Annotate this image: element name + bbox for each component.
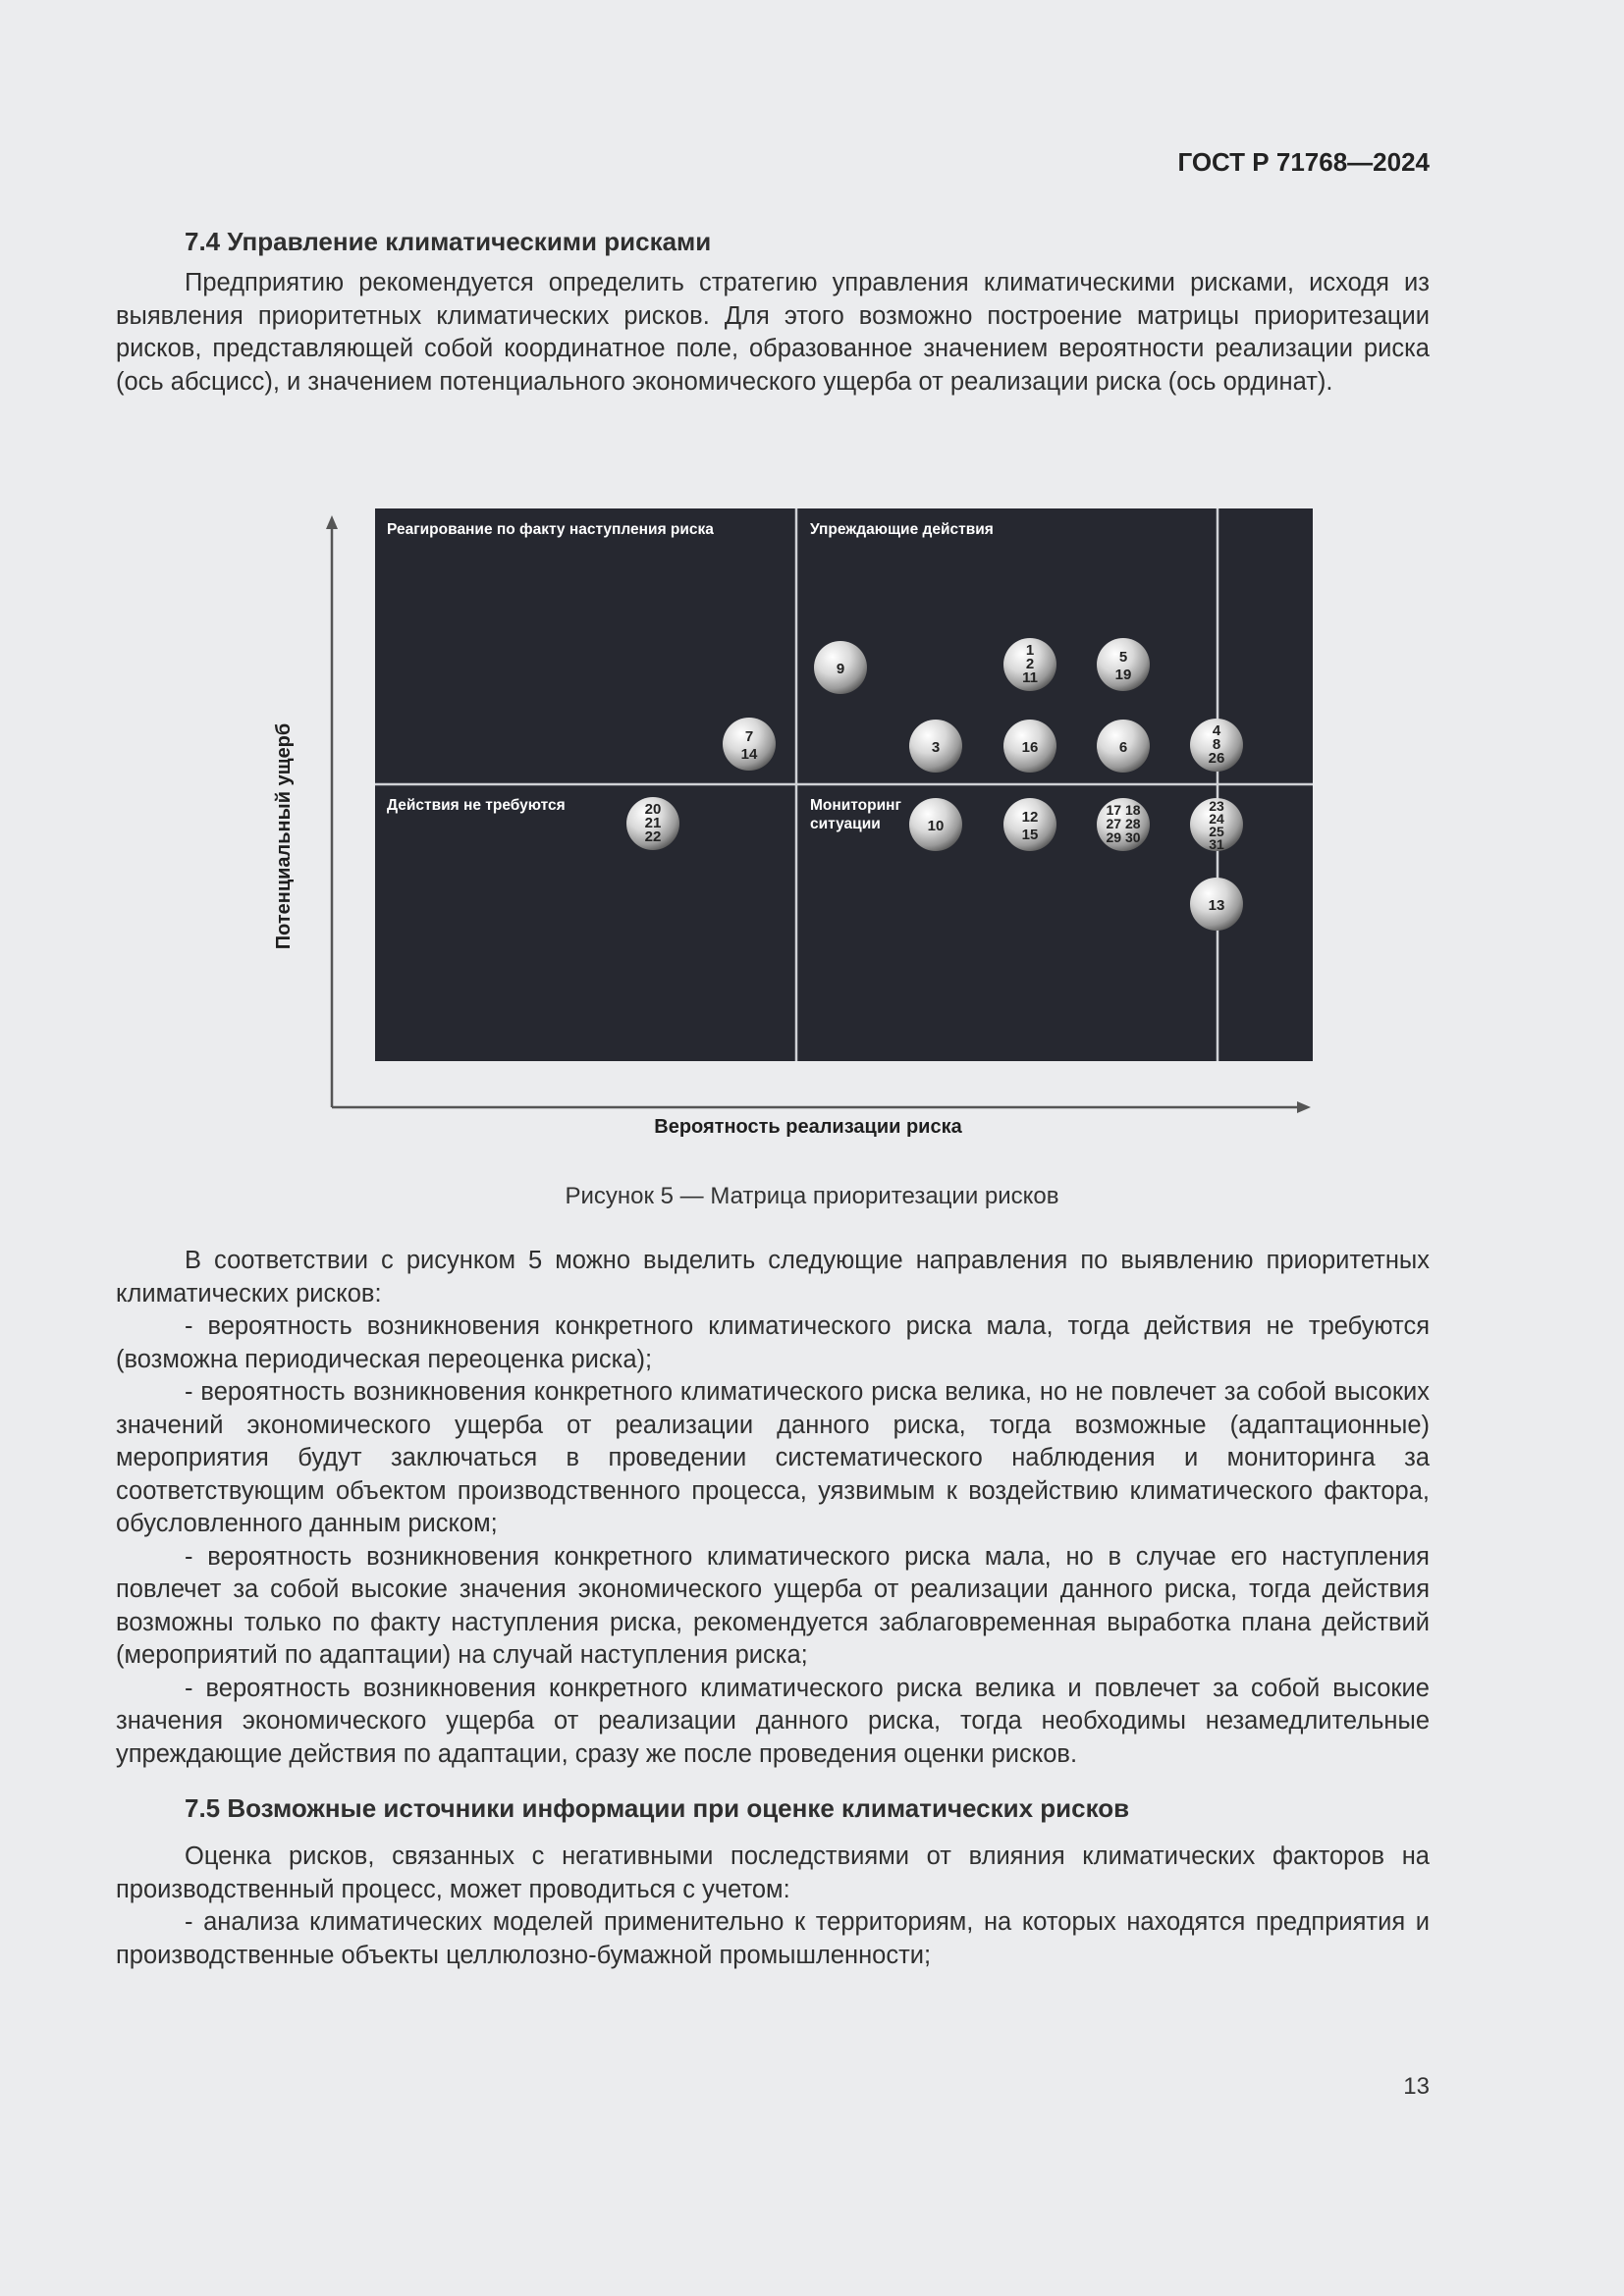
risk-marker bbox=[909, 720, 962, 773]
x-axis-label: Вероятность реализации риска bbox=[654, 1116, 962, 1138]
standard-code: ГОСТ Р 71768—2024 bbox=[1177, 147, 1430, 177]
marker-label: 6 bbox=[1118, 739, 1128, 756]
risk-marker bbox=[723, 718, 776, 771]
marker-label: 23 bbox=[1209, 798, 1224, 814]
marker-label: 20 bbox=[644, 801, 662, 818]
risk-marker bbox=[1097, 638, 1150, 691]
marker-label: 19 bbox=[1114, 667, 1132, 683]
list-item: - вероятность возникновения конкретного климатического риска мала, тогда действия не требуются (возможна периодическая переоценка риска); bbox=[116, 1312, 1430, 1373]
list-item: - анализа климатических моделей применительно к территориям, на которых находятся предприятия и производственные объекты целлюлозно-бумажной промышленности; bbox=[116, 1908, 1430, 1969]
marker-label: 8 bbox=[1212, 736, 1221, 753]
marker-label: 2 bbox=[1025, 656, 1035, 672]
quadrant-label-top-left: Реагирование по факту наступления риска bbox=[387, 521, 714, 538]
risk-marker bbox=[1097, 720, 1150, 773]
section-7-4-body bbox=[116, 267, 1430, 399]
marker-label: 29 30 bbox=[1106, 829, 1141, 845]
marker-label: 25 bbox=[1209, 824, 1224, 839]
risk-marker bbox=[1003, 798, 1056, 851]
risk-marker bbox=[626, 797, 679, 850]
marker-label: 22 bbox=[644, 828, 662, 845]
marker-label: 1 bbox=[1025, 642, 1035, 659]
paragraph: Предприятию рекомендуется определить стратегию управления климатическими рисками, исходя из выявления приоритетных климатических рисков. Для этого возможно построение матрицы приоритезации рисков, представляющей собой координатное поле, образованное значением вероятности реализации риска (ось абсцисс), и значением потенциального экономического ущерба от реализации риска (ось ординат). bbox=[116, 269, 1430, 396]
directions-body bbox=[116, 1245, 1430, 1771]
list-item: - вероятность возникновения конкретного климатического риска мала, но в случае его наступления повлечет за собой высокие значения экономического ущерба от реализации данного риска, тогда действия возможны только по факту наступления риска, рекомендуется заблаговременная выработка плана действий (мероприятий по адаптации) на случай наступления риска; bbox=[116, 1542, 1430, 1669]
risk-matrix-figure bbox=[265, 501, 1326, 1148]
y-axis-label: Потенциальный ущерб bbox=[273, 722, 295, 950]
marker-label: 26 bbox=[1208, 750, 1225, 767]
paragraph: В соответствии с рисунком 5 можно выделить следующие направления по выявлению приоритетных климатических рисков: bbox=[116, 1247, 1430, 1308]
quadrant-label-bottom-right-line1: Мониторинг bbox=[810, 797, 901, 814]
marker-label: 13 bbox=[1208, 897, 1225, 914]
section-heading: 7.5 Возможные источники информации при оценке климатических рисков bbox=[185, 1793, 1130, 1823]
risk-marker bbox=[1190, 719, 1243, 772]
paragraph: Оценка рисков, связанных с негативными последствиями от влияния климатических факторов на производственный процесс, может проводиться с учетом: bbox=[116, 1842, 1430, 1903]
risk-marker bbox=[1097, 798, 1150, 851]
marker-label: 14 bbox=[740, 746, 758, 763]
marker-label: 27 28 bbox=[1106, 816, 1141, 831]
section-7-5-body bbox=[116, 1841, 1430, 1972]
list-item: - вероятность возникновения конкретного климатического риска велика, но не повлечет за собой высоких значений экономического ущерба от реализации данного риска, тогда возможные (адаптационные) мероприятия будут заключаться в проведении систематического наблюдения и мониторинга за соответствующим объектом производственного процесса, уязвимым к воздействию климатического фактора, обусловленного данным риском; bbox=[116, 1378, 1430, 1537]
marker-label: 15 bbox=[1021, 827, 1039, 843]
section-7-5-title-block bbox=[116, 1792, 1430, 1826]
quadrant-label-bottom-right-line2: ситуации bbox=[810, 816, 881, 832]
marker-label: 24 bbox=[1209, 811, 1224, 827]
marker-label: 12 bbox=[1021, 809, 1039, 826]
marker-label: 5 bbox=[1118, 649, 1128, 666]
risk-marker bbox=[909, 798, 962, 851]
page-number: 13 bbox=[1403, 2073, 1430, 2100]
quadrant-label-top-right: Упреждающие действия bbox=[810, 521, 994, 538]
marker-label: 16 bbox=[1021, 739, 1039, 756]
figure-caption: Рисунок 5 — Матрица приоритезации рисков bbox=[565, 1183, 1059, 1209]
marker-label: 9 bbox=[836, 661, 845, 677]
marker-label: 17 18 bbox=[1106, 802, 1141, 818]
risk-marker bbox=[1003, 720, 1056, 773]
risk-matrix-svg bbox=[265, 501, 1326, 1148]
marker-label: 3 bbox=[931, 739, 941, 756]
section-heading: 7.4 Управление климатическими рисками bbox=[185, 227, 712, 256]
marker-label: 31 bbox=[1209, 836, 1224, 852]
risk-marker bbox=[814, 641, 867, 694]
marker-label: 4 bbox=[1212, 722, 1221, 739]
list-item: - вероятность возникновения конкретного климатического риска велика и повлечет за собой высокие значения экономического ущерба от реализации данного риска, тогда необходимы незамедлительные упреждающие действия по адаптации, сразу же после проведения оценки рисков. bbox=[116, 1674, 1430, 1768]
marker-label: 11 bbox=[1022, 669, 1038, 686]
risk-marker bbox=[1190, 878, 1243, 931]
section-7-4-title-block bbox=[116, 226, 1430, 259]
risk-marker bbox=[1003, 638, 1056, 691]
marker-label: 21 bbox=[644, 815, 662, 831]
marker-label: 10 bbox=[927, 818, 945, 834]
quadrant-label-bottom-left: Действия не требуются bbox=[387, 797, 566, 814]
marker-label: 7 bbox=[744, 728, 754, 745]
